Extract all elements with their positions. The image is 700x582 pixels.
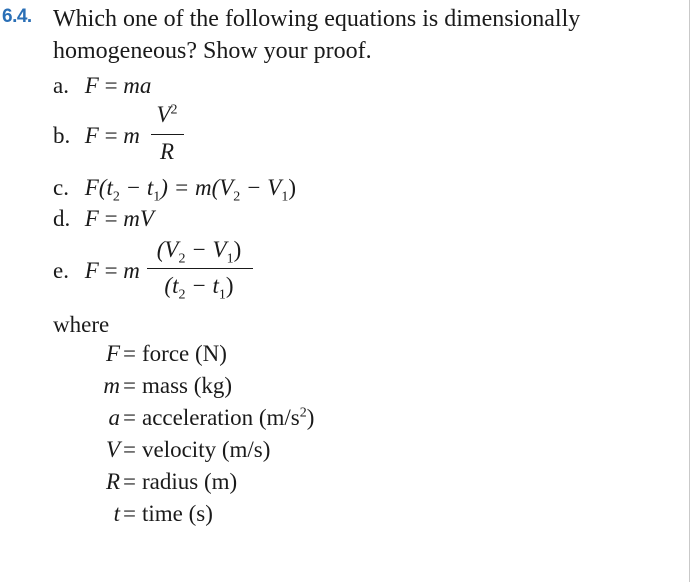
option-c: [53, 175, 296, 206]
option-b-label: b.: [53, 123, 71, 148]
option-b: [53, 123, 140, 149]
definition-text: time (s): [142, 501, 213, 526]
definition-symbol: m: [103, 373, 120, 398]
option-d-lhs: F: [84, 206, 99, 231]
option-d-label: d.: [53, 206, 71, 231]
where-label: where: [53, 312, 110, 337]
definition-equals: =: [123, 405, 136, 430]
question-text: [53, 3, 673, 67]
definition-text: acceleration $(m/s^2)$: [142, 405, 315, 430]
option-e-eq: =: [104, 258, 118, 283]
question-line-2: homogeneous? Show your proof.: [53, 38, 372, 64]
definition-symbol: R: [105, 469, 120, 494]
option-b-numerator: $V^2$: [156, 102, 178, 127]
definition-text: mass (kg): [142, 373, 233, 398]
definition-equals: =: [123, 469, 136, 494]
definition-equals: =: [123, 373, 136, 398]
definition-symbol: V: [105, 437, 120, 462]
definition-symbol: a: [108, 405, 120, 430]
definition-text: velocity (m/s): [142, 437, 271, 462]
option-e: [53, 258, 140, 284]
option-d-rhs: mV: [123, 206, 154, 231]
option-b-denominator: R: [159, 139, 175, 164]
option-e-fraction-bar: [147, 268, 253, 269]
option-b-lhs: F: [84, 123, 99, 148]
option-e-label: e.: [53, 258, 69, 283]
option-d-eq: =: [104, 206, 118, 231]
option-a-label: a.: [53, 73, 69, 98]
definition-text: force (N): [142, 341, 227, 366]
definition-equals: =: [123, 437, 136, 462]
option-a-rhs: ma: [123, 73, 152, 98]
option-d: [53, 206, 154, 232]
option-b-eq: =: [104, 123, 118, 148]
option-a: [53, 73, 151, 99]
definition-text: radius (m): [142, 469, 238, 494]
option-e-numerator: $(V_2 - V_1)$: [156, 237, 242, 267]
option-e-lhs: F: [84, 258, 99, 283]
option-a-eq: =: [104, 73, 118, 98]
definition-equals: =: [123, 501, 136, 526]
option-c-equation: $F(t_2 - t_1) = m(V_2 - V_1)$: [84, 175, 297, 205]
option-b-fraction-bar: [151, 134, 184, 135]
option-e-denominator: $(t_2 - t_1)$: [164, 273, 234, 303]
page-edge-line: [689, 0, 690, 582]
question-line-1: Which one of the following equations is dimensionally: [53, 6, 581, 32]
definition-equals: =: [123, 341, 136, 366]
option-e-coef: m: [123, 258, 140, 283]
option-b-coef: m: [123, 123, 140, 148]
problem-number: 6.4.: [2, 6, 32, 27]
definition-symbol: t: [113, 501, 120, 526]
option-c-label: c.: [53, 175, 69, 200]
definition-symbol: F: [105, 341, 120, 366]
option-a-lhs: F: [84, 73, 99, 98]
